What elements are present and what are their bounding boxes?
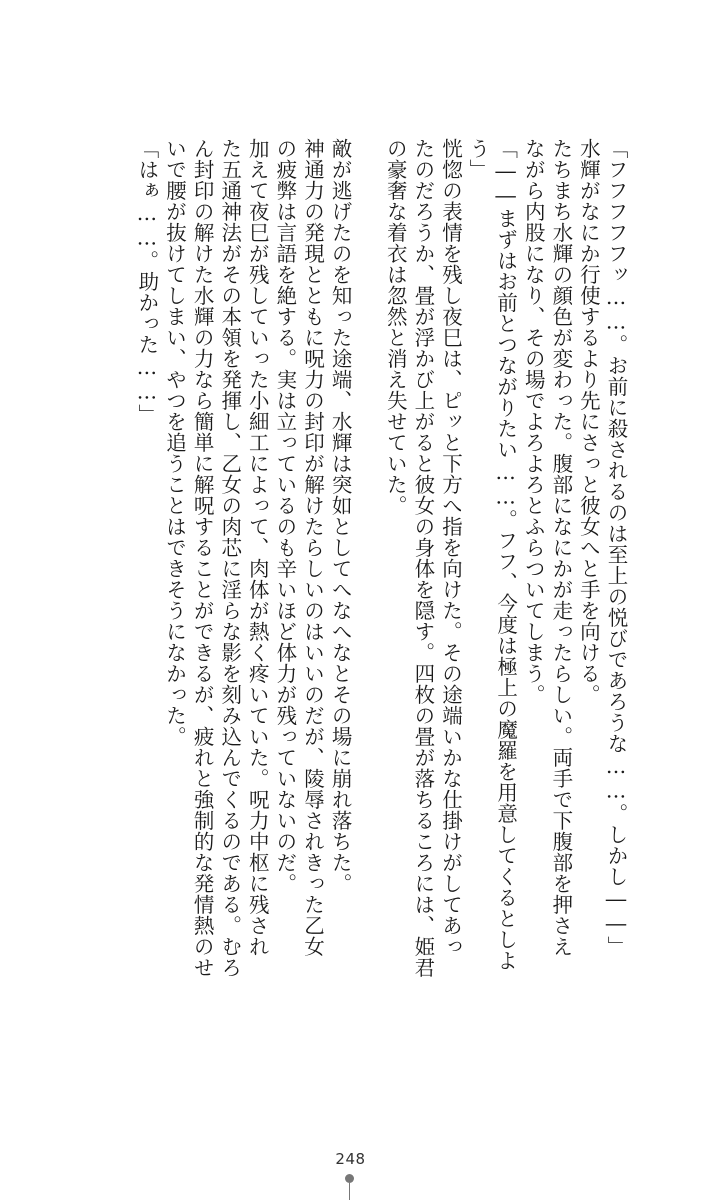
text-line: ながら内股になり、その場でよろよろとふらついてしまう。 — [521, 138, 546, 705]
text-line: ん封印の解けた水輝の力なら簡単に解呪することができるが、疲れと強制的な発情熱のせ — [190, 138, 215, 978]
blank-line — [353, 138, 381, 983]
page-number: 248 — [335, 1150, 366, 1168]
text-line: 「――まずはお前とつながりたい……。フフ、今度は極上の魔羅を用意してくるとしよう」 — [466, 138, 518, 971]
text-line: たのだろうか、畳が浮かび上がると彼女の身体を隠す。四枚の畳が落ちるころには、姫君 — [410, 138, 435, 978]
page-marker-line — [349, 1183, 350, 1200]
text-line: の豪奢な着衣は忽然と消え失せていた。 — [383, 138, 408, 516]
text-line: 神通力の発現とともに呪力の封印が解けたらしいのはいいのだが、陵辱されきった乙女 — [300, 138, 325, 957]
text-line: 敵が逃げたのを知った途端、水輝は突如としてへなへなとその場に崩れ落ちた。 — [328, 138, 353, 894]
text-line: の疲弊は言語を絶する。実は立っているのも辛いほど体力が残っていないのだ。 — [272, 138, 297, 894]
text-line: いで腰が抜けてしまい、やつを追うことはできそうになかった。 — [162, 138, 187, 747]
text-line: 恍惚の表情を残し夜巳は、ピッと下方へ指を向けた。その途端いかな仕掛けがしてあっ — [438, 138, 463, 957]
text-line: 水輝がなにか行使するより先にさっと彼女へと手を向ける。 — [576, 138, 601, 705]
text-line: 加えて夜巳が残していった小細工によって、肉体が熱く疼いていた。呪力中枢に残され — [245, 138, 270, 957]
text-line: 「フフフフフッ……。お前に殺されるのは至上の悦びであろうな……。しかし――」 — [604, 138, 628, 957]
page-marker-dot — [345, 1174, 354, 1183]
vertical-text-body — [132, 138, 629, 983]
text-line: 「はぁ……。助かった……」 — [134, 138, 159, 425]
text-line: たちまち水輝の顔色が変わった。腹部になにかが走ったらしい。両手で下腹部を押さえ — [548, 138, 573, 957]
text-line: た五通神法がその本領を発揮し、乙女の肉芯に淫らな影を刻み込んでくるのである。むろ — [217, 138, 242, 978]
